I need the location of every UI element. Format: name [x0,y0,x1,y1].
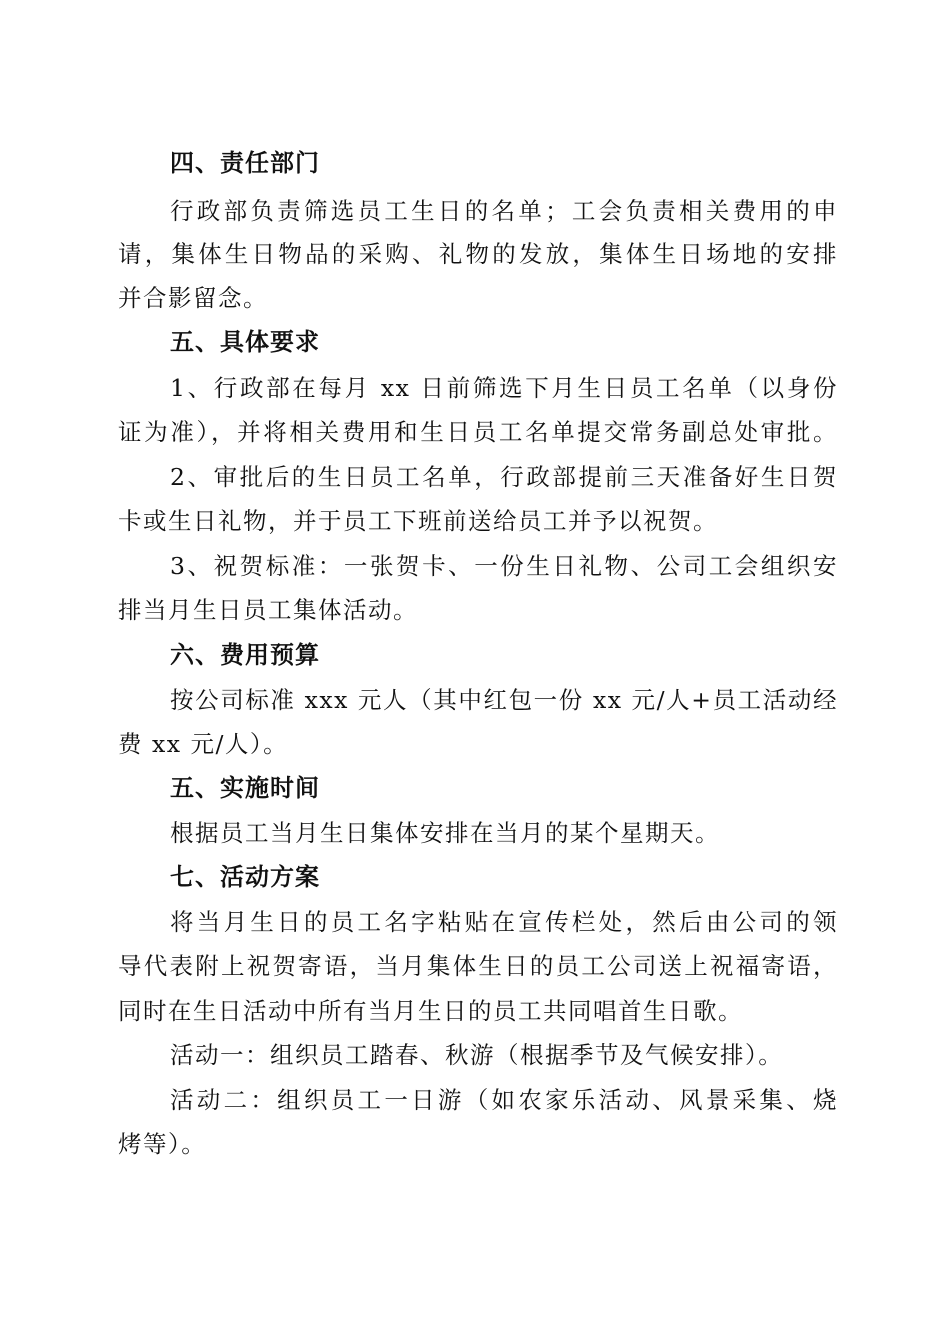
paragraph-line: 烤等）。 [118,1130,207,1158]
section-heading-budget: 六、费用预算 [170,641,320,669]
paragraph-line: 1、行政部在每月 xx 日前筛选下月生日员工名单（以身份 [170,374,838,402]
paragraph-line: 3、祝贺标准：一张贺卡、一份生日礼物、公司工会组织安 [170,552,838,580]
paragraph-line: 活动一：组织员工踏春、秋游（根据季节及气候安排）。 [170,1041,784,1069]
paragraph-line: 卡或生日礼物，并于员工下班前送给员工并予以祝贺。 [118,507,718,535]
paragraph-line: 根据员工当月生日集体安排在当月的某个星期天。 [170,819,720,847]
section-heading-requirements: 五、具体要求 [170,328,320,356]
paragraph-line: 活动二：组织员工一日游（如农家乐活动、风景采集、烧 [170,1086,838,1114]
paragraph-line: 请，集体生日物品的采购、礼物的发放，集体生日场地的安排 [118,240,838,268]
section-heading-activity-plan: 七、活动方案 [170,863,320,891]
paragraph-line: 同时在生日活动中所有当月生日的员工共同唱首生日歌。 [118,997,743,1025]
paragraph-line: 导代表附上祝贺寄语，当月集体生日的员工公司送上祝福寄语， [118,952,838,980]
section-heading-responsible-dept: 四、责任部门 [170,149,320,177]
paragraph-line: 将当月生日的员工名字粘贴在宣传栏处，然后由公司的领 [170,908,838,936]
section-heading-schedule: 五、实施时间 [170,774,320,802]
paragraph-line: 2、审批后的生日员工名单，行政部提前三天准备好生日贺 [170,463,838,491]
paragraph-line: 证为准），并将相关费用和生日员工名单提交常务副总处审批。 [118,418,838,446]
paragraph-line: 排当月生日员工集体活动。 [118,596,418,624]
paragraph-line: 行政部负责筛选员工生日的名单；工会负责相关费用的申 [170,197,838,225]
paragraph-line: 费 xx 元/人）。 [118,730,289,758]
paragraph-line: 并合影留念。 [118,284,268,312]
paragraph-line: 按公司标准 xxx 元人（其中红包一份 xx 元/人+员工活动经 [170,686,838,714]
